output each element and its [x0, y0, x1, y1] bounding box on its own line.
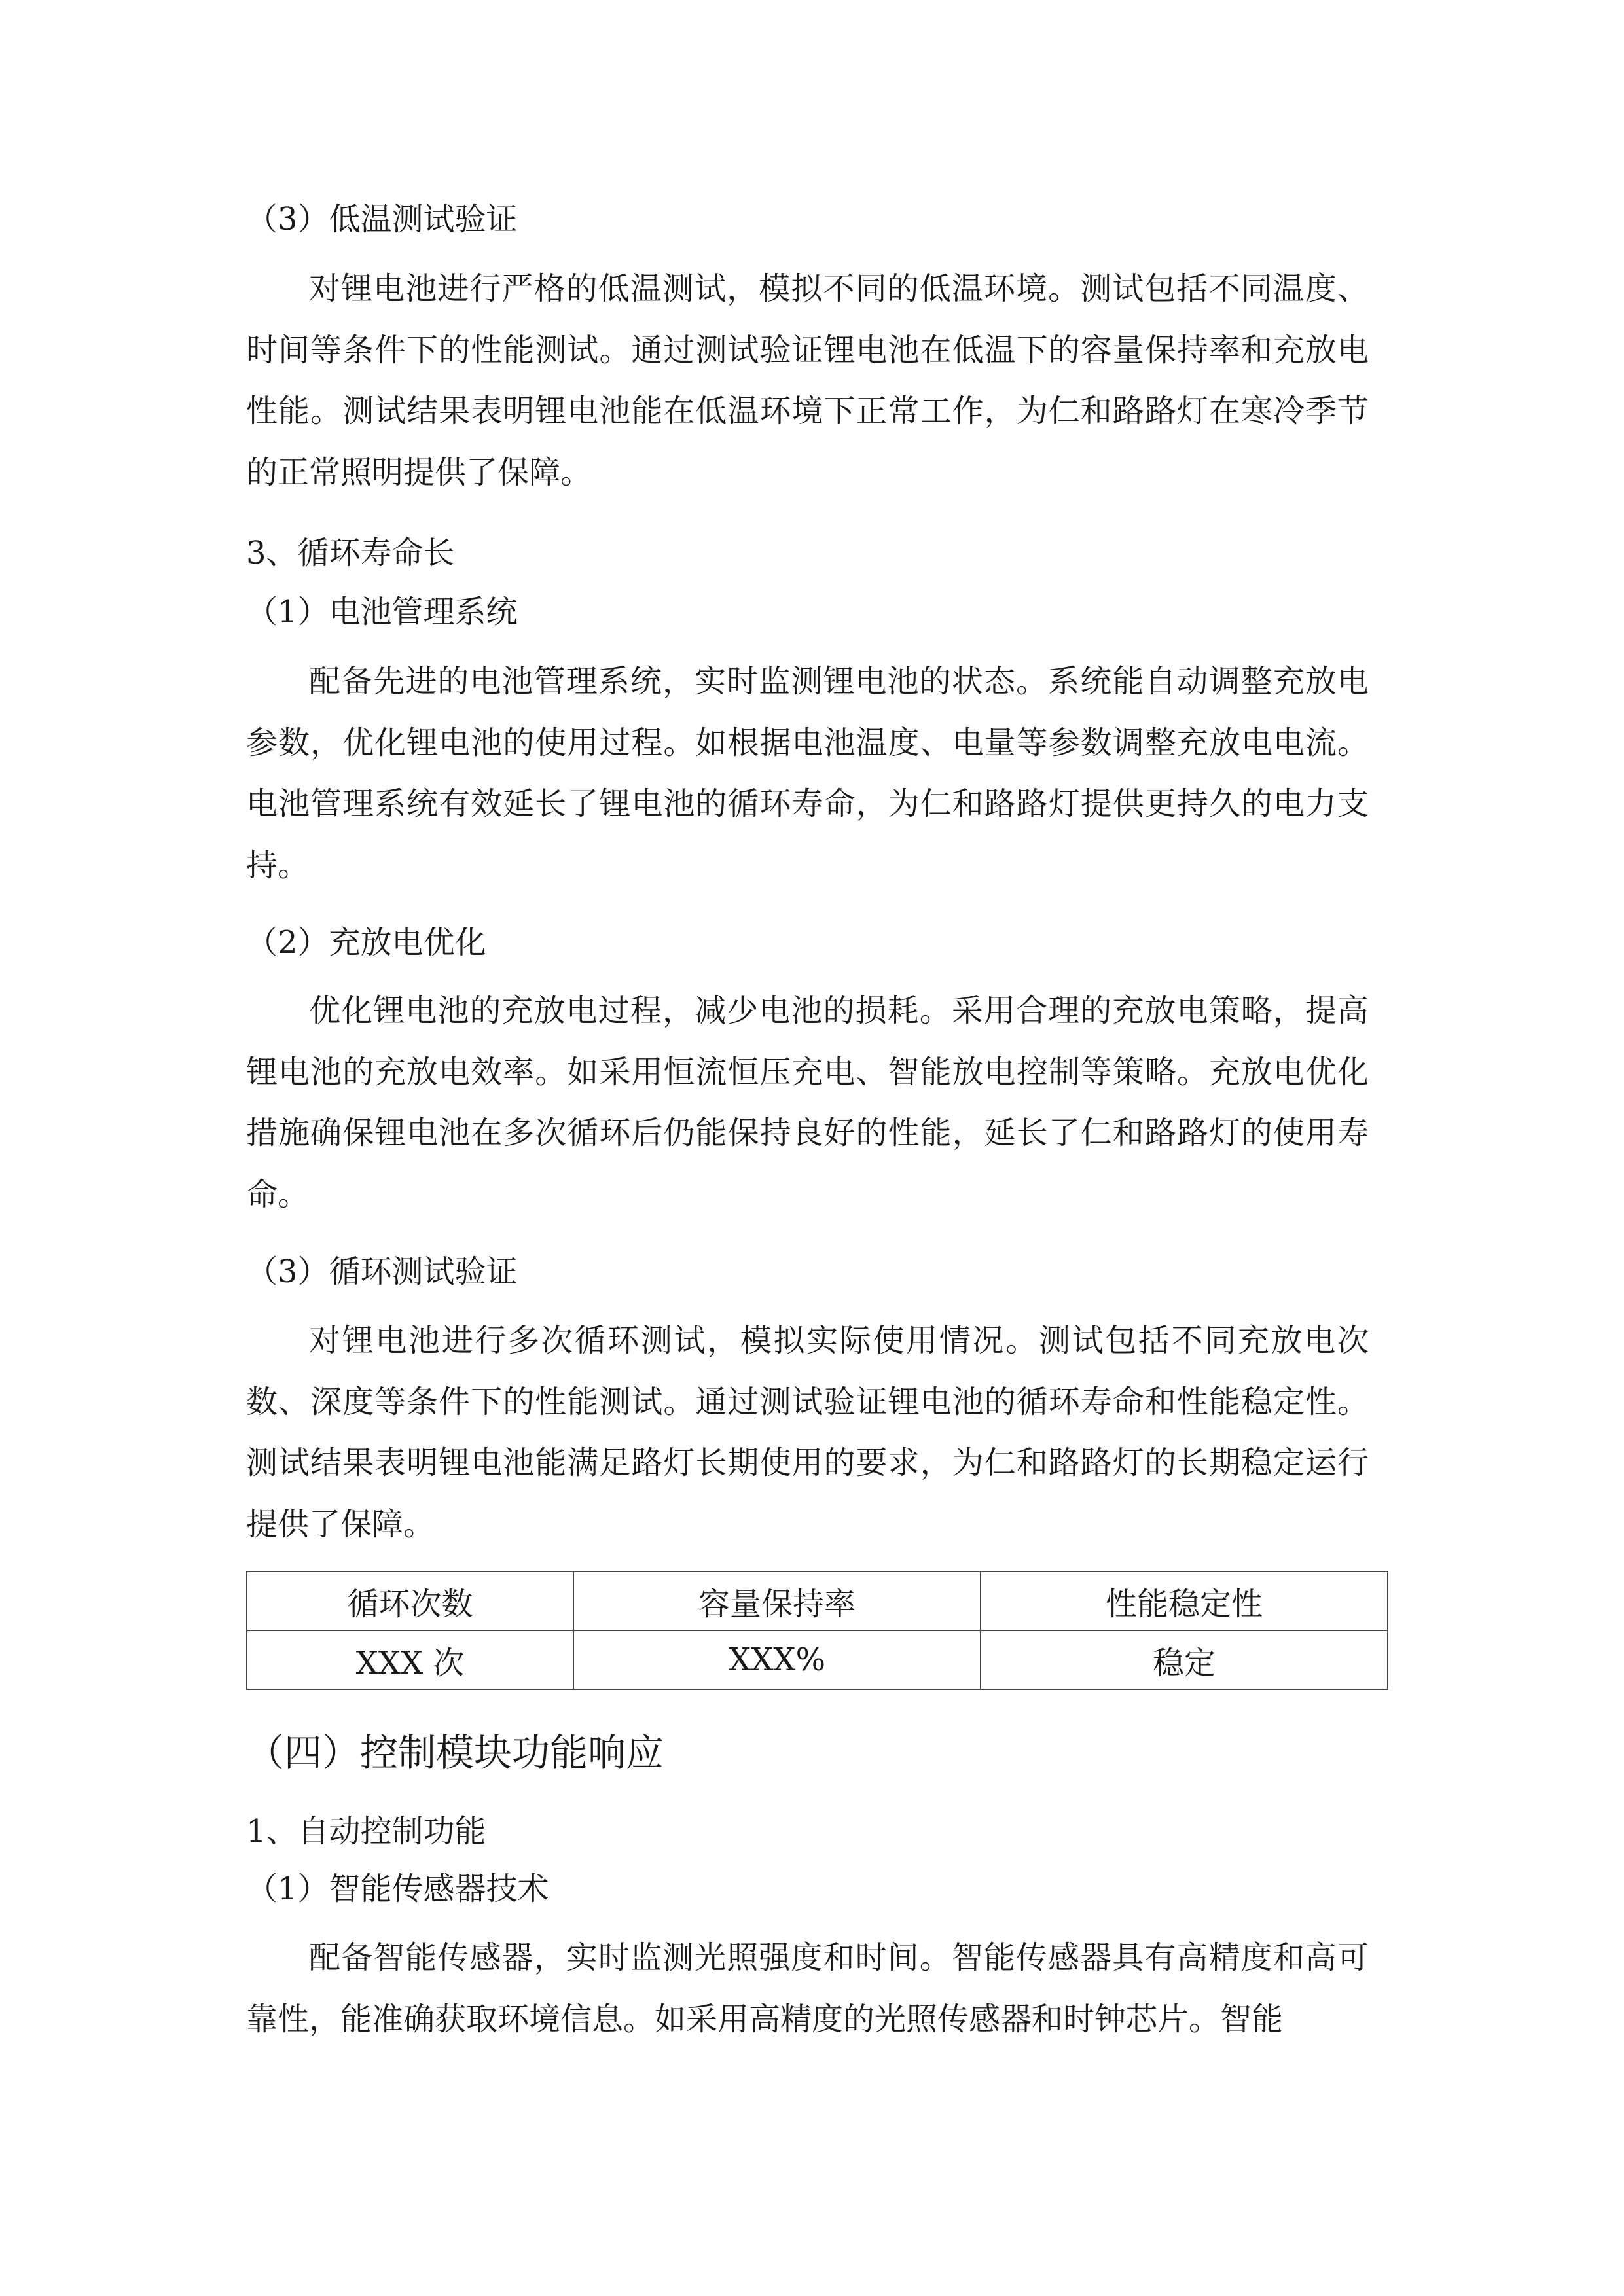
table-header-row — [247, 1571, 1388, 1630]
paragraph-smart-sensor: 配备智能传感器，实时监测光照强度和时间。智能传感器具有高精度和高可靠性，能准确获取环境信息。如采用高精度的光照传感器和时钟芯片。智能 — [246, 1939, 1369, 2037]
table-row — [247, 1630, 1388, 1689]
cycle-test-table — [246, 1571, 1388, 1690]
table-header-cell: 循环次数 — [247, 1571, 573, 1630]
section-heading-cycle-life: 3、循环寿命长 — [246, 535, 455, 571]
table-cell: 稳定 — [981, 1630, 1388, 1689]
subheading-charge-optimization: （2）充放电优化 — [246, 924, 486, 961]
paragraph-charge-optimization: 优化锂电池的充放电过程，减少电池的损耗。采用合理的充放电策略，提高锂电池的充放电效率。如采用恒流恒压充电、智能放电控制等策略。充放电优化措施确保锂电池在多次循环后仍能保持良好的性能，延长了仁和路路灯的使用寿命。 — [246, 992, 1369, 1213]
section-heading-auto-control: 1、自动控制功能 — [246, 1813, 486, 1850]
table-cell: XXX% — [573, 1630, 981, 1689]
table-header-cell: 容量保持率 — [573, 1571, 981, 1630]
subheading-smart-sensor: （1）智能传感器技术 — [246, 1871, 549, 1907]
table-header-cell: 性能稳定性 — [981, 1571, 1388, 1630]
subheading-bms: （1）电池管理系统 — [246, 594, 518, 630]
paragraph-bms: 配备先进的电池管理系统，实时监测锂电池的状态。系统能自动调整充放电参数，优化锂电池的使用过程。如根据电池温度、电量等参数调整充放电电流。电池管理系统有效延长了锂电池的循环寿命，为仁和路路灯提供更持久的电力支持。 — [246, 663, 1369, 884]
table-cell: XXX 次 — [247, 1630, 573, 1689]
paragraph-low-temp-test: 对锂电池进行严格的低温测试，模拟不同的低温环境。测试包括不同温度、时间等条件下的性能测试。通过测试验证锂电池在低温下的容量保持率和充放电性能。测试结果表明锂电池能在低温环境下正常工作，为仁和路路灯在寒冷季节的正常照明提供了保障。 — [246, 270, 1369, 491]
section-heading-control-module: （四）控制模块功能响应 — [246, 1731, 664, 1775]
paragraph-cycle-test: 对锂电池进行多次循环测试，模拟实际使用情况。测试包括不同充放电次数、深度等条件下的性能测试。通过测试验证锂电池的循环寿命和性能稳定性。测试结果表明锂电池能满足路灯长期使用的要求，为仁和路路灯的长期稳定运行提供了保障。 — [246, 1322, 1369, 1543]
subheading-cycle-test: （3）循环测试验证 — [246, 1253, 518, 1290]
subheading-low-temp-test: （3）低温测试验证 — [246, 201, 518, 238]
